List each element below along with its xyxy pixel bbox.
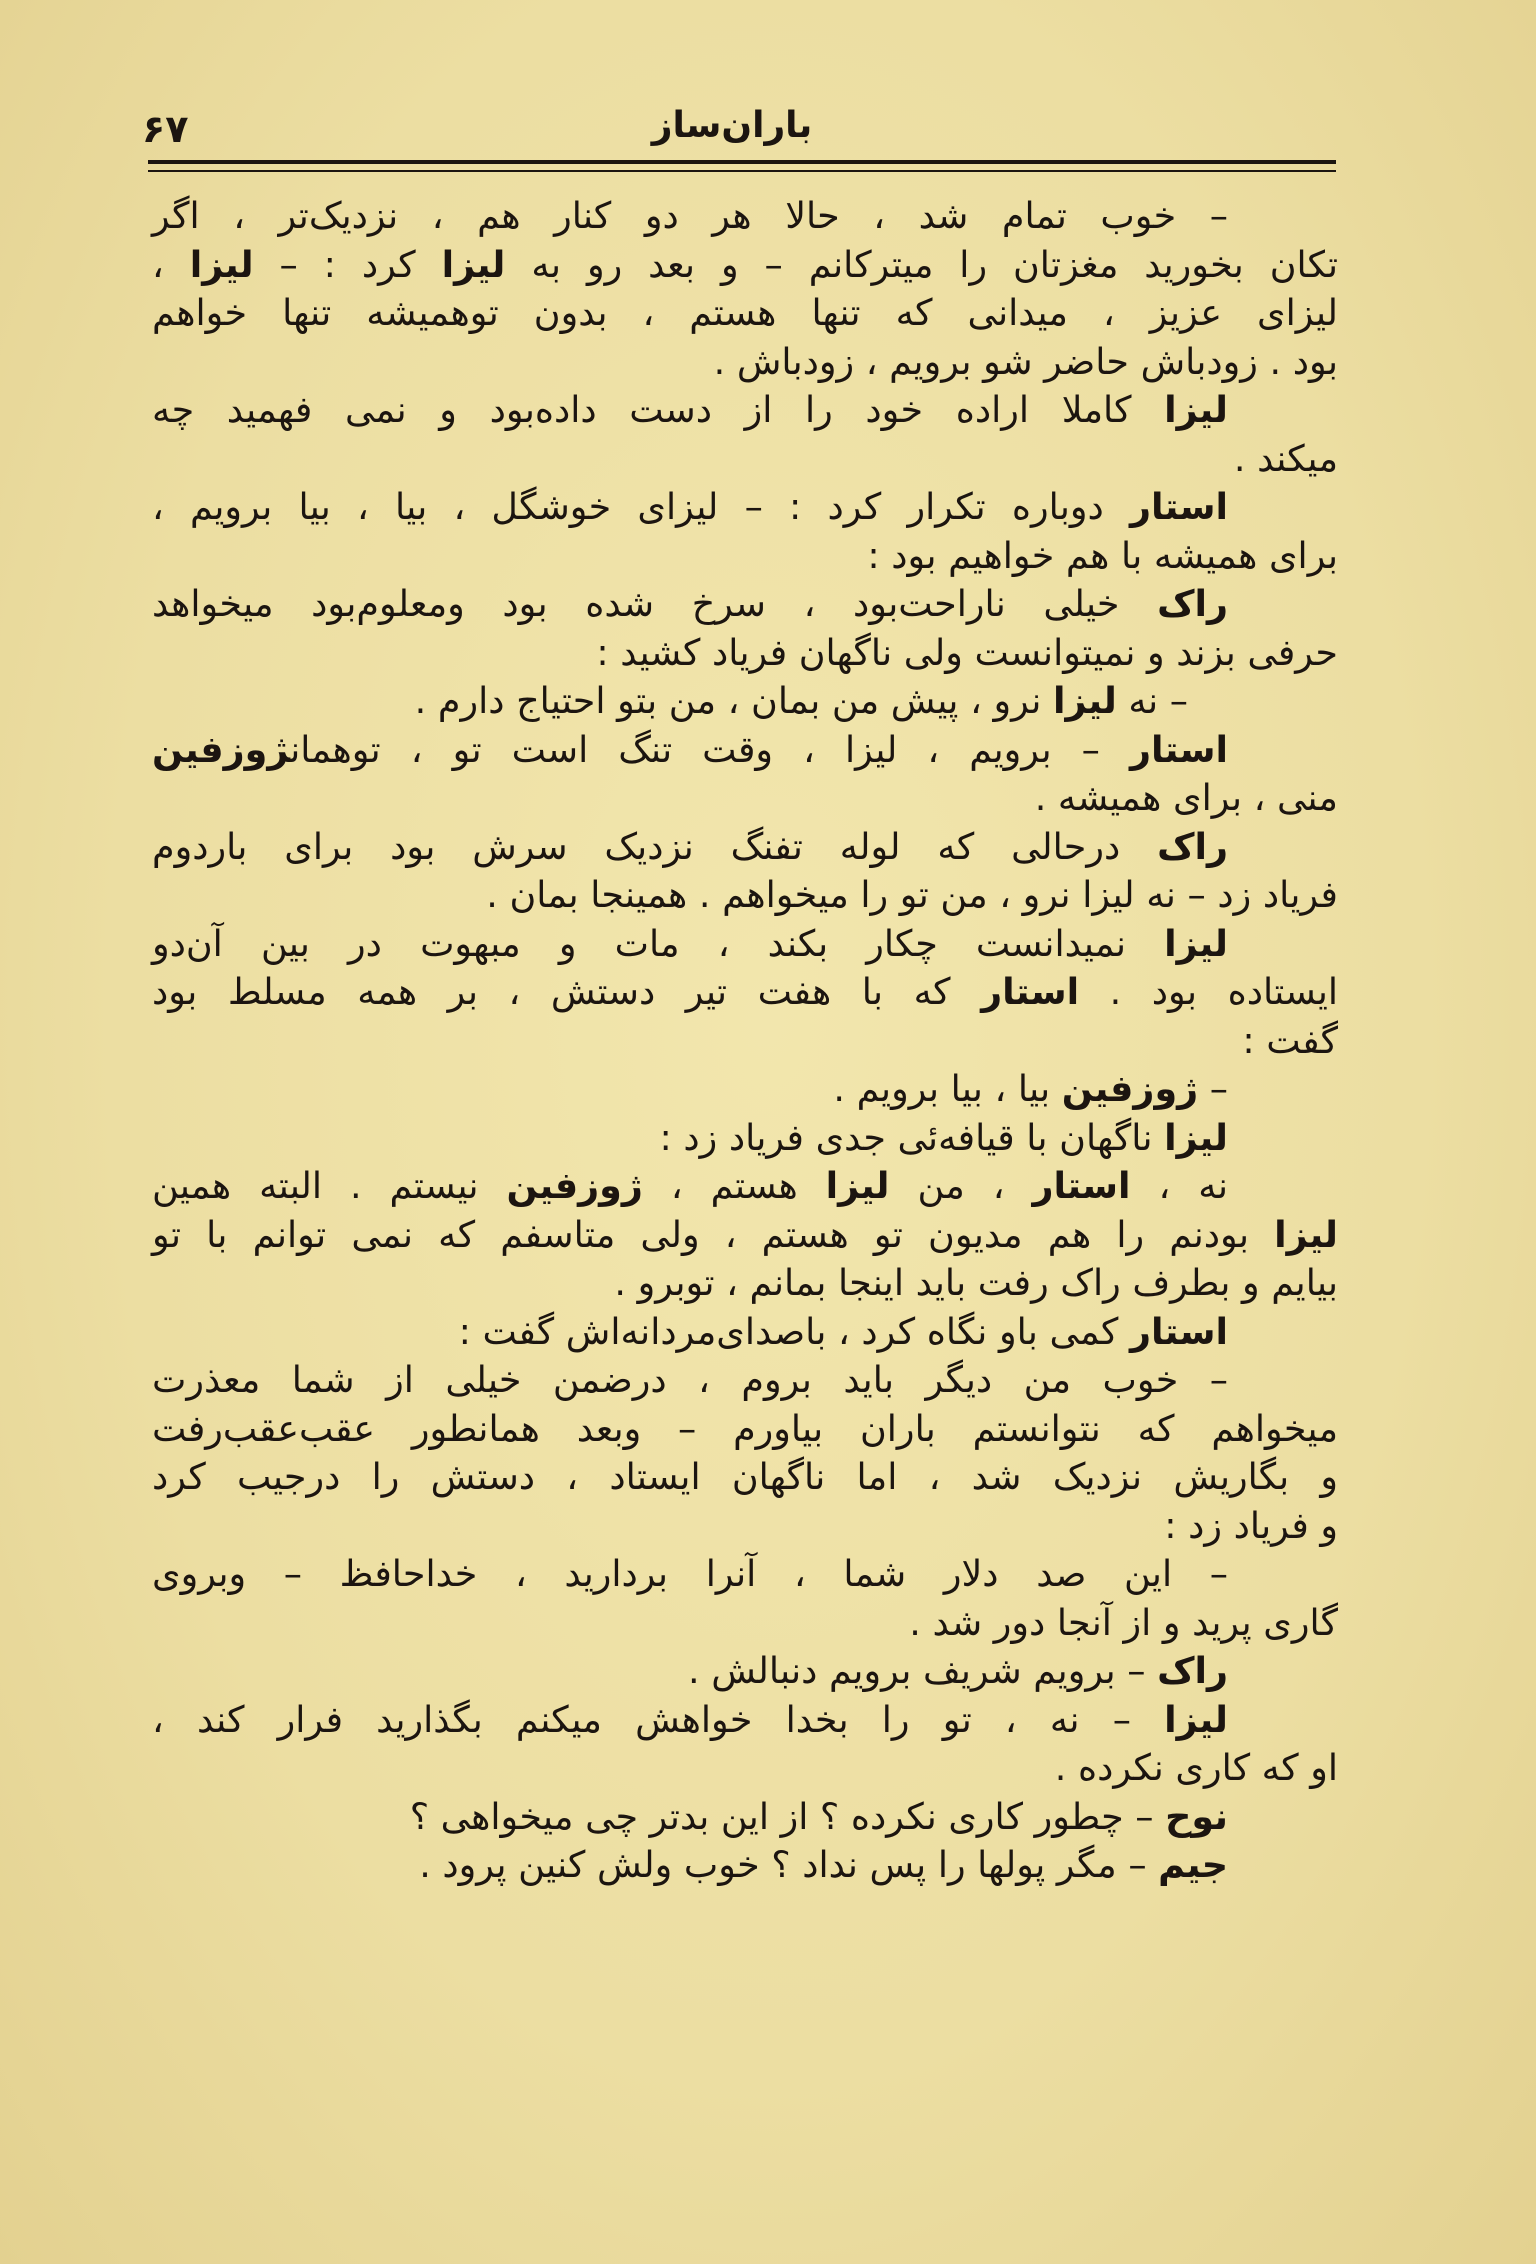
text-line-l18: گفت : (1242, 1018, 1338, 1062)
text-line-l13: منی ، برای همیشه . (1034, 776, 1338, 819)
text-line-l35: جیم – مگر پولها را پس نداد ؟ خوب ولش کنین پرود . (419, 1843, 1228, 1886)
text-line-l26: میخواهم که نتوانستم باران بیاورم – وبعد همانطور عقب‌عقب‌رفت (152, 1406, 1338, 1450)
text-line-l23: بیایم و بطرف راک رفت باید اینجا بمانم ، توبرو . (614, 1261, 1338, 1304)
text-line-l17: ایستاده بود . استار که با هفت تیر دستش ، بر همه مسلط بود (152, 970, 1338, 1013)
text-line-l27: و بگاریش نزدیک شد ، اما ناگهان ایستاد ، دستش را درجیب کرد (152, 1455, 1338, 1498)
character-name: نوح (1165, 1794, 1228, 1838)
text-line-l01: – خوب تمام شد ، حالا هر دو کنار هم ، نزدیک‌تر ، اگر (152, 194, 1228, 237)
text-line-l16: لیزا نمیدانست چکار بکند ، مات و مبهوت در بین آن‌دو (152, 921, 1228, 965)
text-line-l12: استار – برویم ، لیزا ، وقت تنگ است تو ، توهمانژوزفین (152, 727, 1228, 771)
character-name: لیزا (1164, 388, 1228, 431)
character-name: لیزا (1164, 1697, 1228, 1741)
character-name: لیزا (189, 242, 254, 286)
character-name: لیزا (441, 242, 506, 286)
text-line-l05: لیزا کاملا اراده خود را از دست داده‌بود و نمی فهمید چه (152, 388, 1228, 431)
text-line-l22: لیزا بودنم را هم مدیون تو هستم ، ولی متاسفم که نمی توانم با تو (152, 1212, 1338, 1256)
text-line-l09: راک خیلی ناراحت‌بود ، سرخ شده بود ومعلوم‌بود میخواهد (152, 582, 1228, 625)
text-line-l30: گاری پرید و از آنجا دور شد . (909, 1600, 1338, 1644)
text-line-l10: حرفی بزند و نمیتوانست ولی ناگهان فریاد کشید : (596, 630, 1338, 674)
text-line-l34: نوح – چطور کاری نکرده ؟ از این بدتر چی میخواهی ؟ (409, 1794, 1228, 1838)
character-name: لیزا (825, 1164, 890, 1207)
text-line-l03: لیزای عزیز ، میدانی که تنها هستم ، بدون توهمیشه تنها خواهم (152, 291, 1338, 334)
character-name: لیزا (1164, 921, 1228, 965)
character-name: راک (1157, 824, 1228, 868)
body-text (152, 192, 1338, 1890)
text-line-l21: نه ، استار ، من لیزا هستم ، ژوزفین نیستم . البته همین (152, 1164, 1228, 1207)
character-name: لیزا (1274, 1212, 1338, 1256)
character-name: راک (1157, 1649, 1228, 1692)
character-name: استار (1129, 727, 1228, 771)
header-rule-thin (148, 170, 1336, 172)
character-name: راک (1157, 582, 1228, 625)
character-name: استار (1129, 485, 1228, 528)
text-line-l25: – خوب من دیگر باید بروم ، درضمن خیلی از شما معذرت (152, 1358, 1228, 1401)
character-name: لیزا (1164, 1115, 1228, 1159)
header-rule-thick (148, 160, 1336, 164)
text-line-l32: لیزا – نه ، تو را بخدا خواهش میکنم بگذارید فرار کند ، (152, 1697, 1228, 1741)
text-line-l20: لیزا ناگهان با قیافه‌ئی جدی فریاد زد : (659, 1115, 1228, 1159)
text-line-l14: راک درحالی که لوله تفنگ نزدیک سرش بود برای باردوم (152, 824, 1228, 868)
character-name: ژوزفین (152, 727, 291, 771)
page-header (128, 105, 1336, 155)
character-name: ژوزفین (1061, 1067, 1199, 1110)
character-name: لیزا (1052, 679, 1117, 722)
character-name: استار (1032, 1164, 1131, 1207)
text-line-l02: تکان بخورید مغزتان را میترکانم – و بعد رو به لیزا کرد : – لیزا ، (152, 242, 1338, 286)
page-number: ۶۷ (142, 107, 189, 151)
text-line-l06: میکند . (1233, 436, 1338, 480)
text-line-l31: راک – برویم شریف برویم دنبالش . (688, 1649, 1228, 1692)
character-name: استار (1129, 1309, 1228, 1353)
running-title: باران‌ساز (651, 105, 813, 146)
text-line-l24: استار کمی باو نگاه کرد ، باصدای‌مردانه‌اش گفت : (458, 1309, 1228, 1353)
text-line-l08: برای همیشه با هم خواهیم بود : (867, 533, 1338, 577)
text-line-l07: استار دوباره تکرار کرد : – لیزای خوشگل ، بیا ، بیا برویم ، (152, 485, 1228, 528)
text-line-l33: او که کاری نکرده . (1054, 1746, 1338, 1789)
character-name: جیم (1158, 1843, 1228, 1886)
character-name: استار (981, 970, 1080, 1013)
text-line-l04: بود . زودباش حاضر شو برویم ، زودباش . (713, 339, 1338, 383)
text-line-l11: – نه لیزا نرو ، پیش من بمان ، من بتو احتیاج دارم . (414, 679, 1188, 722)
text-line-l19: – ژوزفین بیا ، بیا برویم . (833, 1067, 1228, 1110)
text-line-l15: فریاد زد – نه لیزا نرو ، من تو را میخواهم . همینجا بمان . (486, 873, 1338, 916)
text-line-l28: و فریاد زد : (1164, 1503, 1338, 1547)
character-name: ژوزفین (506, 1164, 643, 1207)
text-line-l29: – این صد دلار شما ، آنرا بردارید ، خداحافظ – وبروی (152, 1552, 1228, 1595)
